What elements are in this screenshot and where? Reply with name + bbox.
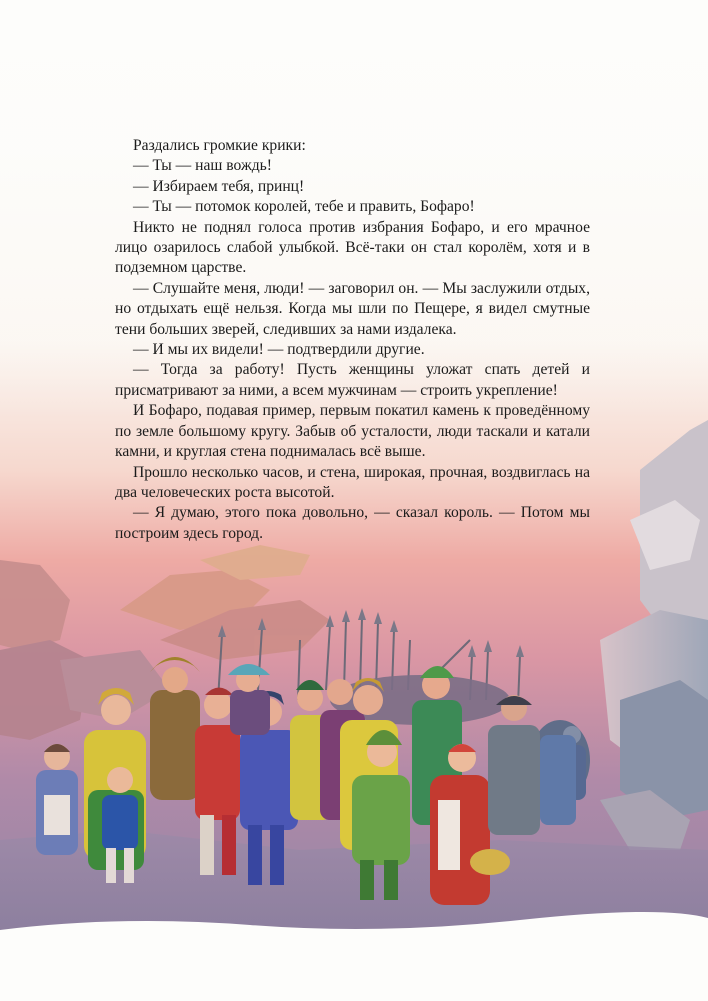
paragraph: — Ты — наш вождь! [133, 157, 272, 175]
paragraph: — Тогда за работу! Пусть женщины уложат спать детей и присматривают за ними, а всем мужчинам — строить укрепление! [115, 361, 590, 399]
paragraph: Никто не поднял голоса против избрания Бофаро, и его мрачное лицо озарилось слабой улыбкой. Всё-таки он стал королём, хотя и в подземном царстве. [115, 218, 590, 277]
story-text [115, 136, 590, 544]
paragraph: Прошло несколько часов, и стена, широкая, прочная, воздвиглась на два человеческих роста высотой. [115, 463, 590, 501]
paragraph: Раздались громкие крики: [133, 137, 306, 154]
paragraph: — Слушайте меня, люди! — заговорил он. — Мы заслужили отдых, но отдыхать ещё нельзя. Когда мы шли по Пещере, я видел смутные тени больших зверей, следивших за нами издалека. [115, 279, 590, 338]
paragraph: — Я думаю, этого пока довольно, — сказал король. — Потом мы построим здесь город. [115, 504, 590, 542]
paragraph: — Ты — потомок королей, тебе и править, Бофаро! [133, 198, 475, 216]
paragraph: — Избираем тебя, принц! [133, 177, 305, 195]
paragraph: И Бофаро, подавая пример, первым покатил камень к проведённому по земле большому кругу. Забыв об усталости, люди таскали и катали камни, и круглая стена поднималась всё выше. [115, 402, 590, 461]
paragraph: — И мы их видели! — подтвердили другие. [133, 341, 425, 359]
